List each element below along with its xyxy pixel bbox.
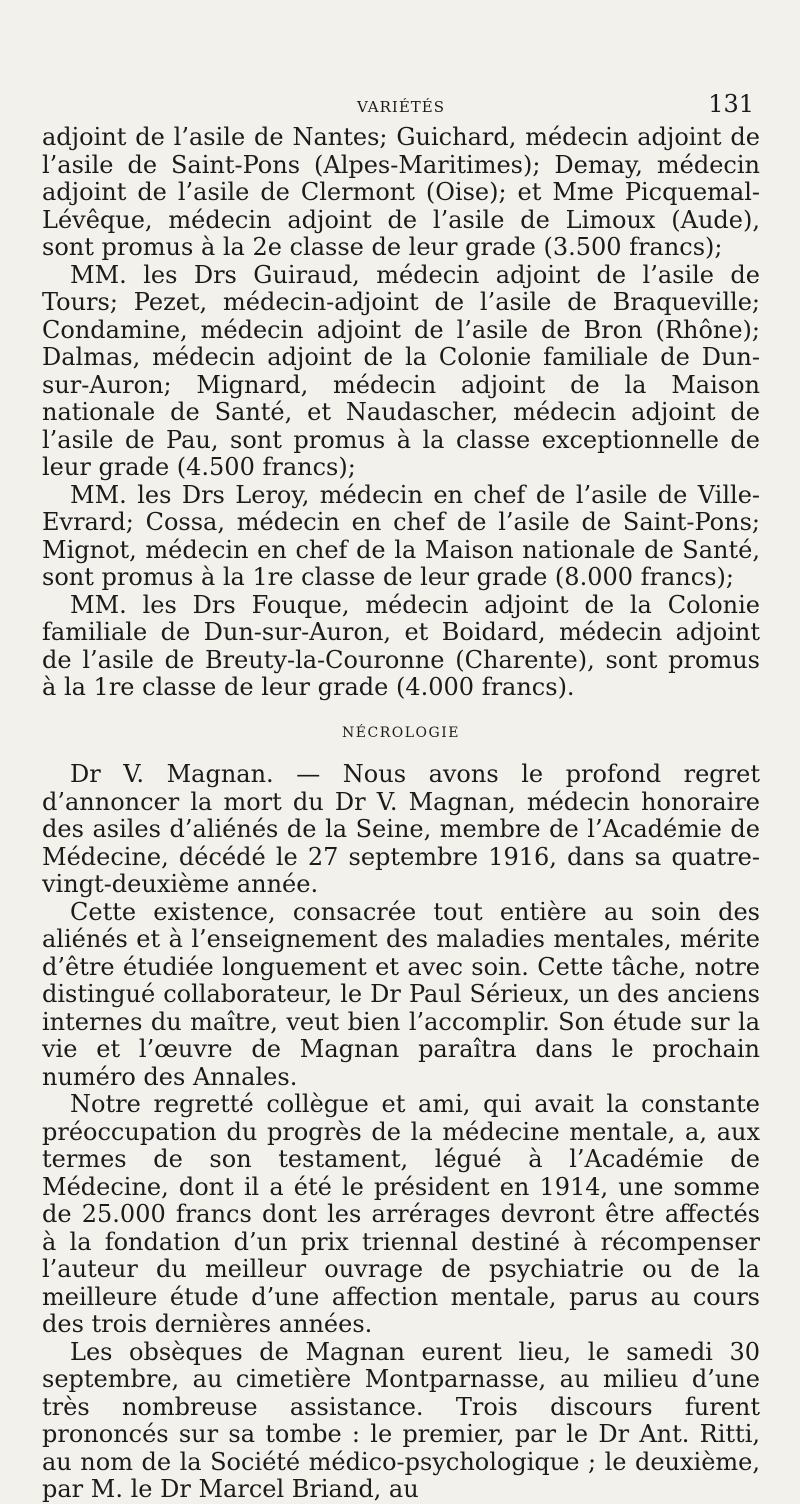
paragraph: Dr V. Magnan. — Nous avons le profond regret d’annoncer la mort du Dr V. Magnan, médecin honoraire des asiles d’aliénés de la Seine, membre de l’Académie de Médecine, décédé le 27 septembre 1916, dans sa quatre-vingt-deuxième année. [42,760,760,898]
paragraph: MM. les Drs Leroy, médecin en chef de l’asile de Ville-Evrard; Cossa, médecin en chef de l’asile de Saint-Pons; Mignot, médecin en chef de la Maison nationale de Santé, sont promus à la 1re classe de leur grade (8.000 francs); [42,480,760,591]
running-title: VARIÉTÉS [356,98,446,116]
paragraph: Notre regretté collègue et ami, qui avait la constante préoccupation du progrès de la médecine mentale, a, aux termes de son testament, légué à l’Académie de Médecine, dont il a été le président en 1914, une somme de 25.000 francs dont les arrérages devront être affectés à la fondation d’un prix triennal destiné à récompenser l’auteur du meilleur ouvrage de psychiatrie ou de la meilleure étude d’une affection mentale, parus au cours des trois dernières années. [42,1090,760,1338]
section-heading: NÉCROLOGIE [342,724,460,741]
paragraph: MM. les Drs Fouque, médecin adjoint de la Colonie familiale de Dun-sur-Auron, et Boidard, médecin adjoint de l’asile de Breuty-la-Couronne (Charente), sont promus à la 1re classe de leur grade (4.000 francs). [42,590,760,701]
paragraph: Cette existence, consacrée tout entière au soin des aliénés et à l’enseignement des maladies mentales, mérite d’être étudiée longuement et avec soin. Cette tâche, notre distingué collaborateur, le Dr Paul Sérieux, un des anciens internes du maître, veut bien l’accomplir. Son étude sur la vie et l’œuvre de Magnan paraîtra dans le prochain numéro des Annales. [42,897,760,1091]
running-header [42,88,760,124]
page-number: 131 [708,90,754,118]
paragraph: MM. les Drs Guiraud, médecin adjoint de l’asile de Tours; Pezet, médecin-adjoint de l’asile de Braqueville; Condamine, médecin adjoint de l’asile de Bron (Rhône); Dalmas, médecin adjoint de la Colonie familiale de Dun-sur-Auron; Mignard, médecin adjoint de la Maison nationale de Santé, et Naudascher, médecin adjoint de l’asile de Pau, sont promus à la classe exceptionnelle de leur grade (4.500 francs); [42,260,760,481]
article-body [42,124,760,1504]
paragraph: adjoint de l’asile de Nantes; Guichard, médecin adjoint de l’asile de Saint-Pons (Alpes-Maritimes); Demay, médecin adjoint de l’asile de Clermont (Oise); et Mme Picquemal-Lévêque, médecin adjoint de l’asile de Limoux (Aude), sont promus à la 2e classe de leur grade (3.500 francs); [42,123,760,261]
paragraph: Les obsèques de Magnan eurent lieu, le samedi 30 septembre, au cimetière Montparnasse, au milieu d’une très nombreuse assistance. Trois discours furent prononcés sur sa tombe : le premier, par le Dr Ant. Ritti, au nom de la Société médico-psychologique ; le deuxième, par M. le Dr Marcel Briand, au [42,1337,760,1503]
